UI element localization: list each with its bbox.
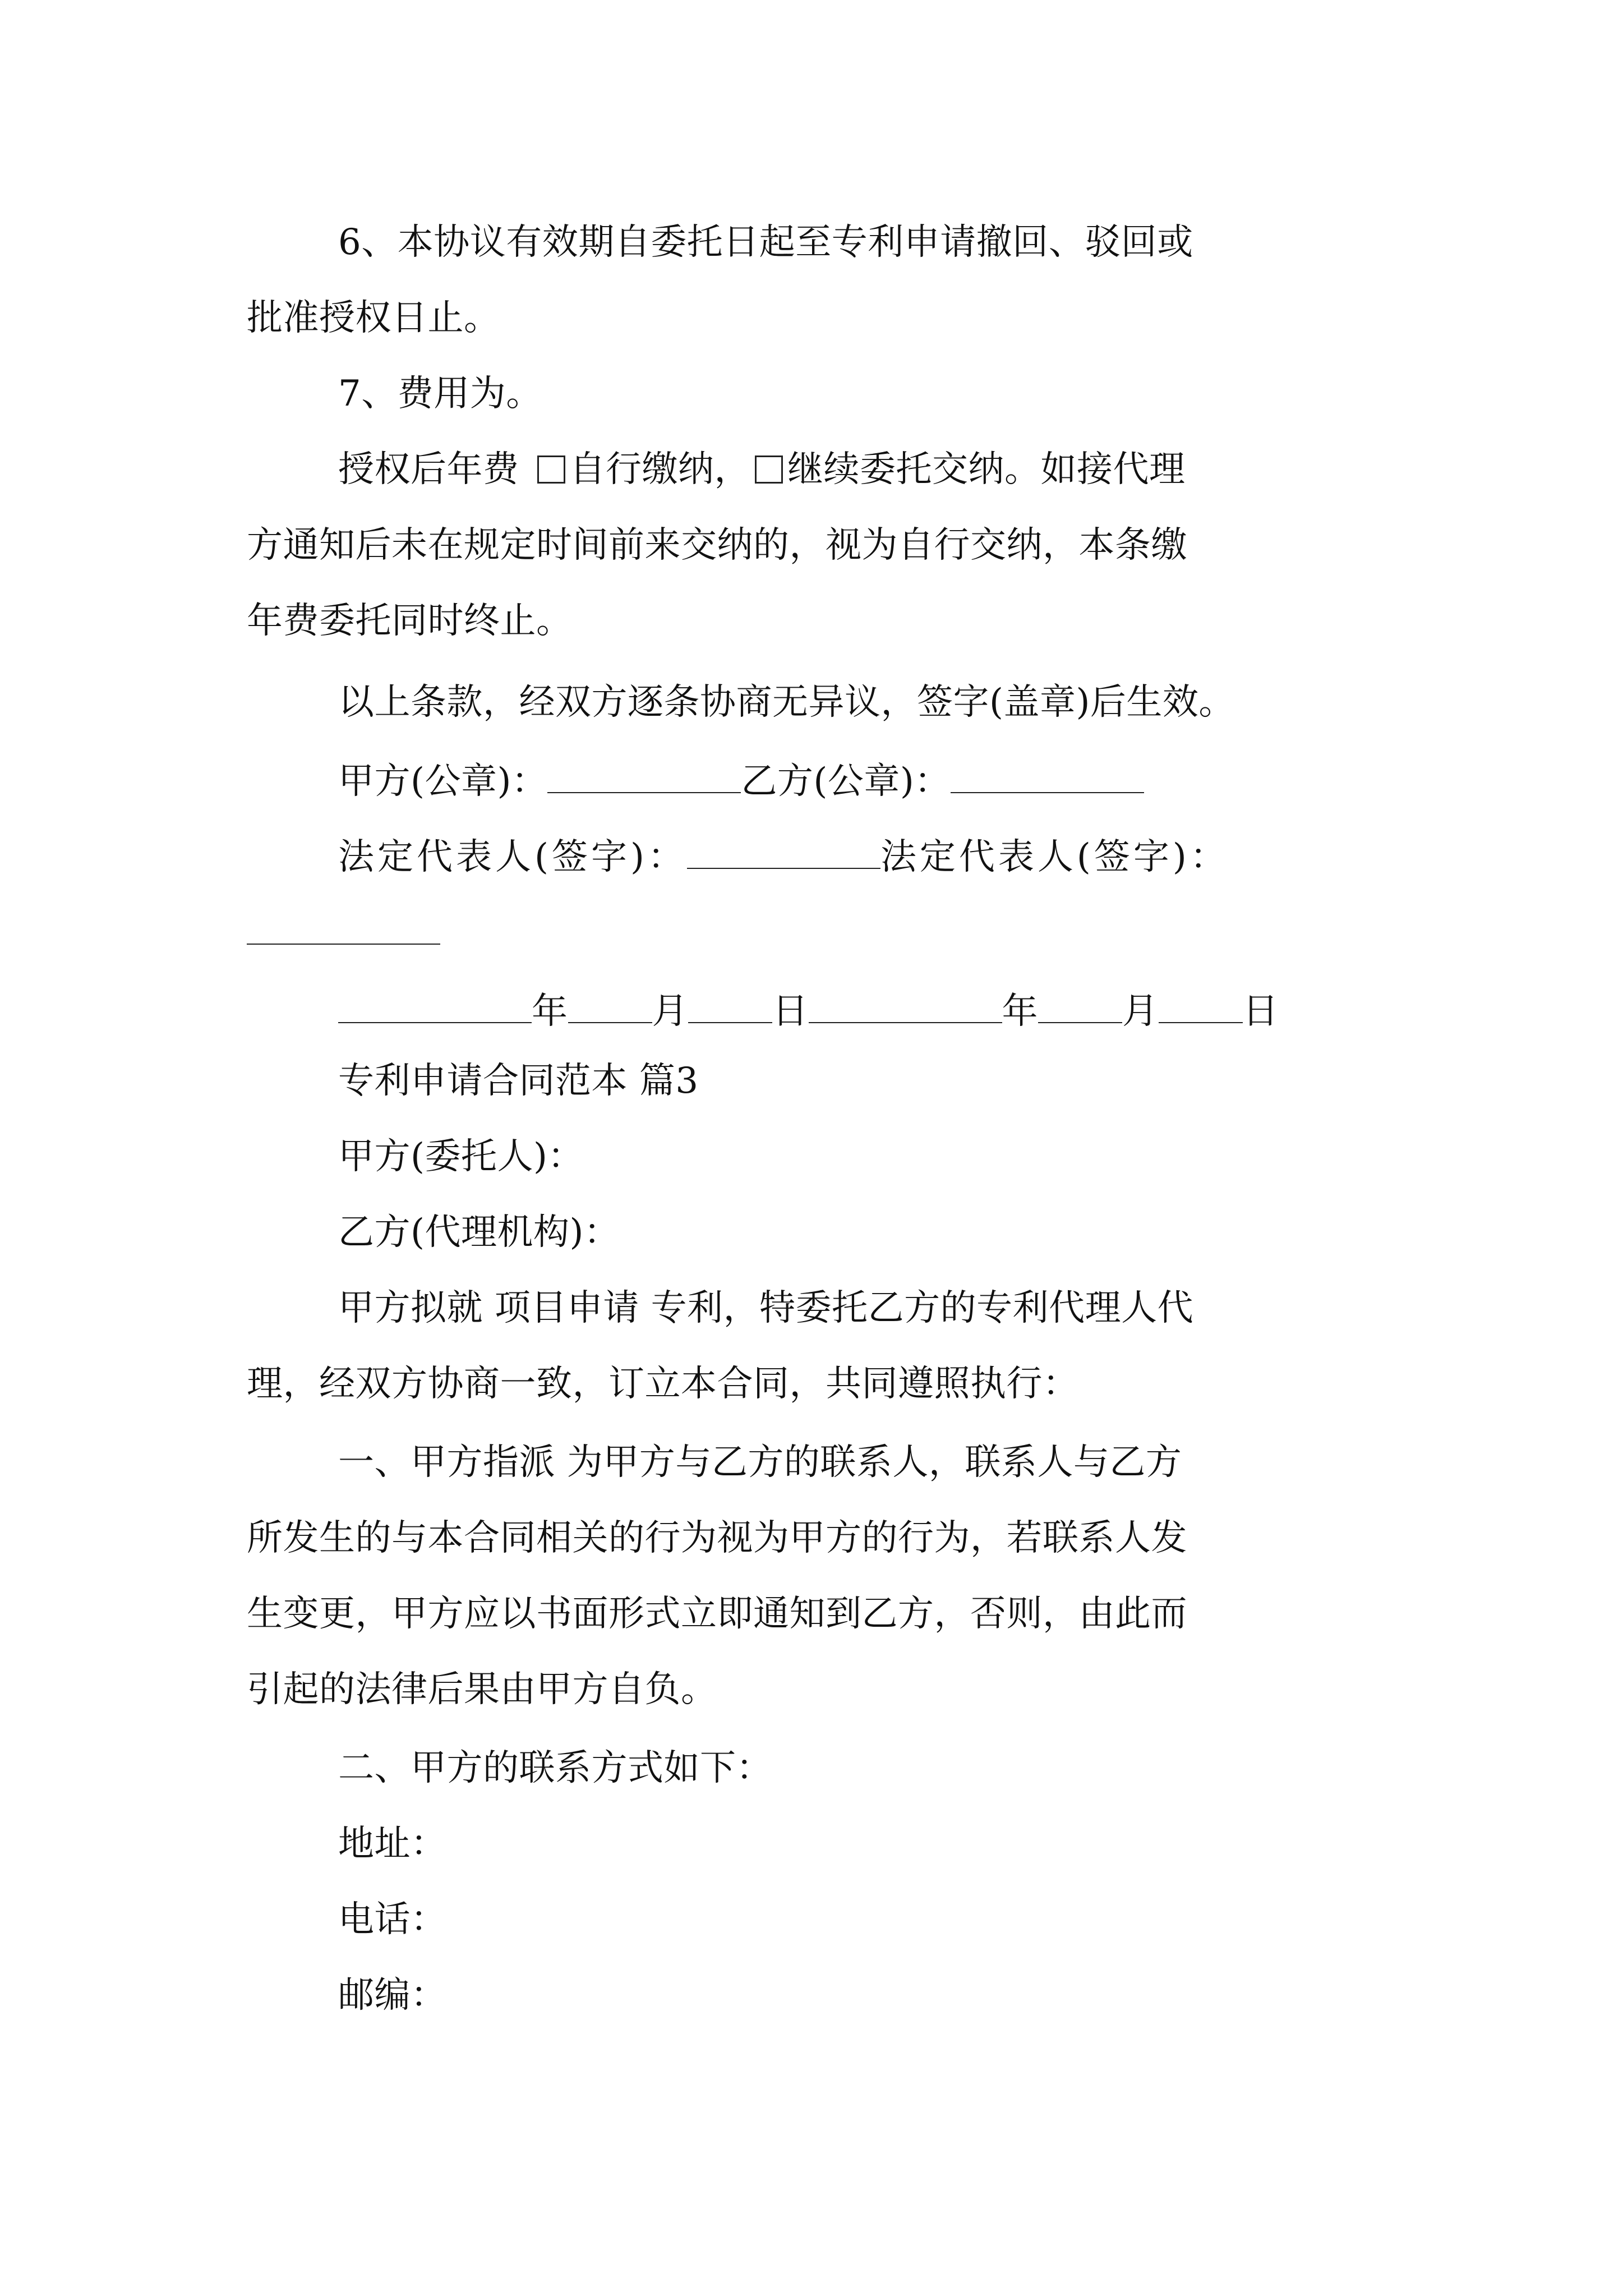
year-label-a: 年	[532, 991, 568, 1032]
month-label-a: 月	[652, 991, 688, 1032]
clause-1-line-4: 引起的法律后果由甲方自负。	[247, 1669, 717, 1710]
legal-rep-line	[338, 833, 1229, 878]
party-a-rep-label: 法定代表人(签字)：	[338, 836, 687, 878]
party-b-seal-blank[interactable]	[951, 757, 1144, 793]
party-a-seal-blank[interactable]	[547, 757, 741, 793]
section-heading: 专利申请合同范本 篇3	[338, 1060, 699, 1102]
annual-fee-line-3: 年费委托同时终止。	[247, 600, 573, 642]
party-b-year-blank[interactable]	[809, 987, 1002, 1023]
party-b-label: 乙方(代理机构)：	[338, 1212, 620, 1253]
clause-1-line-3: 生变更，甲方应以书面形式立即通知到乙方，否则，由此而	[247, 1593, 1187, 1635]
party-b-rep-blank[interactable]	[247, 909, 440, 945]
clause-6-line-2: 批准授权日止。	[247, 297, 500, 339]
year-label-b: 年	[1002, 991, 1038, 1032]
party-a-day-blank[interactable]	[688, 987, 772, 1023]
party-a-rep-blank[interactable]	[687, 833, 880, 869]
party-b-month-blank[interactable]	[1038, 987, 1122, 1023]
party-b-seal-label: 乙方(公章)：	[741, 761, 951, 802]
day-label-b: 日	[1242, 991, 1279, 1032]
agreement-statement: 以上条款，经双方逐条协商无异议，签字(盖章)后生效。	[338, 682, 1235, 723]
party-a-year-blank[interactable]	[338, 987, 532, 1023]
party-b-rep-label: 法定代表人(签字)：	[880, 836, 1229, 878]
clause-1-line-2: 所发生的与本合同相关的行为视为甲方的行为，若联系人发	[247, 1517, 1187, 1559]
entrust-pay-label: 继续委托交纳。如接代理	[787, 449, 1186, 490]
clause-6-line-1: 6、本协议有效期自委托日起至专利申请撤回、驳回或	[338, 222, 1193, 263]
date-line	[338, 987, 1279, 1032]
entrust-pay-checkbox[interactable]	[755, 455, 783, 484]
self-pay-checkbox[interactable]	[537, 455, 565, 484]
month-label-b: 月	[1122, 991, 1159, 1032]
intro-line-1: 甲方拟就 项目申请 专利，特委托乙方的专利代理人代	[338, 1287, 1194, 1329]
self-pay-label: 自行缴纳，	[569, 449, 750, 490]
annual-fee-line-1	[338, 449, 1186, 490]
party-a-label: 甲方(委托人)：	[338, 1136, 584, 1177]
contact-address: 地址：	[338, 1823, 447, 1865]
party-b-rep-blank-line	[247, 909, 440, 951]
clause-2: 二、甲方的联系方式如下：	[338, 1747, 772, 1789]
day-label-a: 日	[772, 991, 809, 1032]
party-a-month-blank[interactable]	[568, 987, 652, 1023]
contact-postcode: 邮编：	[338, 1975, 447, 2016]
contact-phone: 电话：	[338, 1899, 447, 1940]
intro-line-2: 理，经双方协商一致，订立本合同，共同遵照执行：	[247, 1363, 1079, 1405]
annual-fee-prefix: 授权后年费	[338, 449, 519, 490]
clause-1-line-1: 一、甲方指派 为甲方与乙方的联系人，联系人与乙方	[338, 1442, 1182, 1483]
signature-seal-line	[338, 757, 1144, 802]
clause-7: 7、费用为。	[338, 373, 542, 415]
party-b-day-blank[interactable]	[1159, 987, 1243, 1023]
party-a-seal-label: 甲方(公章)：	[338, 761, 548, 802]
annual-fee-line-2: 方通知后未在规定时间前来交纳的，视为自行交纳，本条缴	[247, 524, 1187, 566]
